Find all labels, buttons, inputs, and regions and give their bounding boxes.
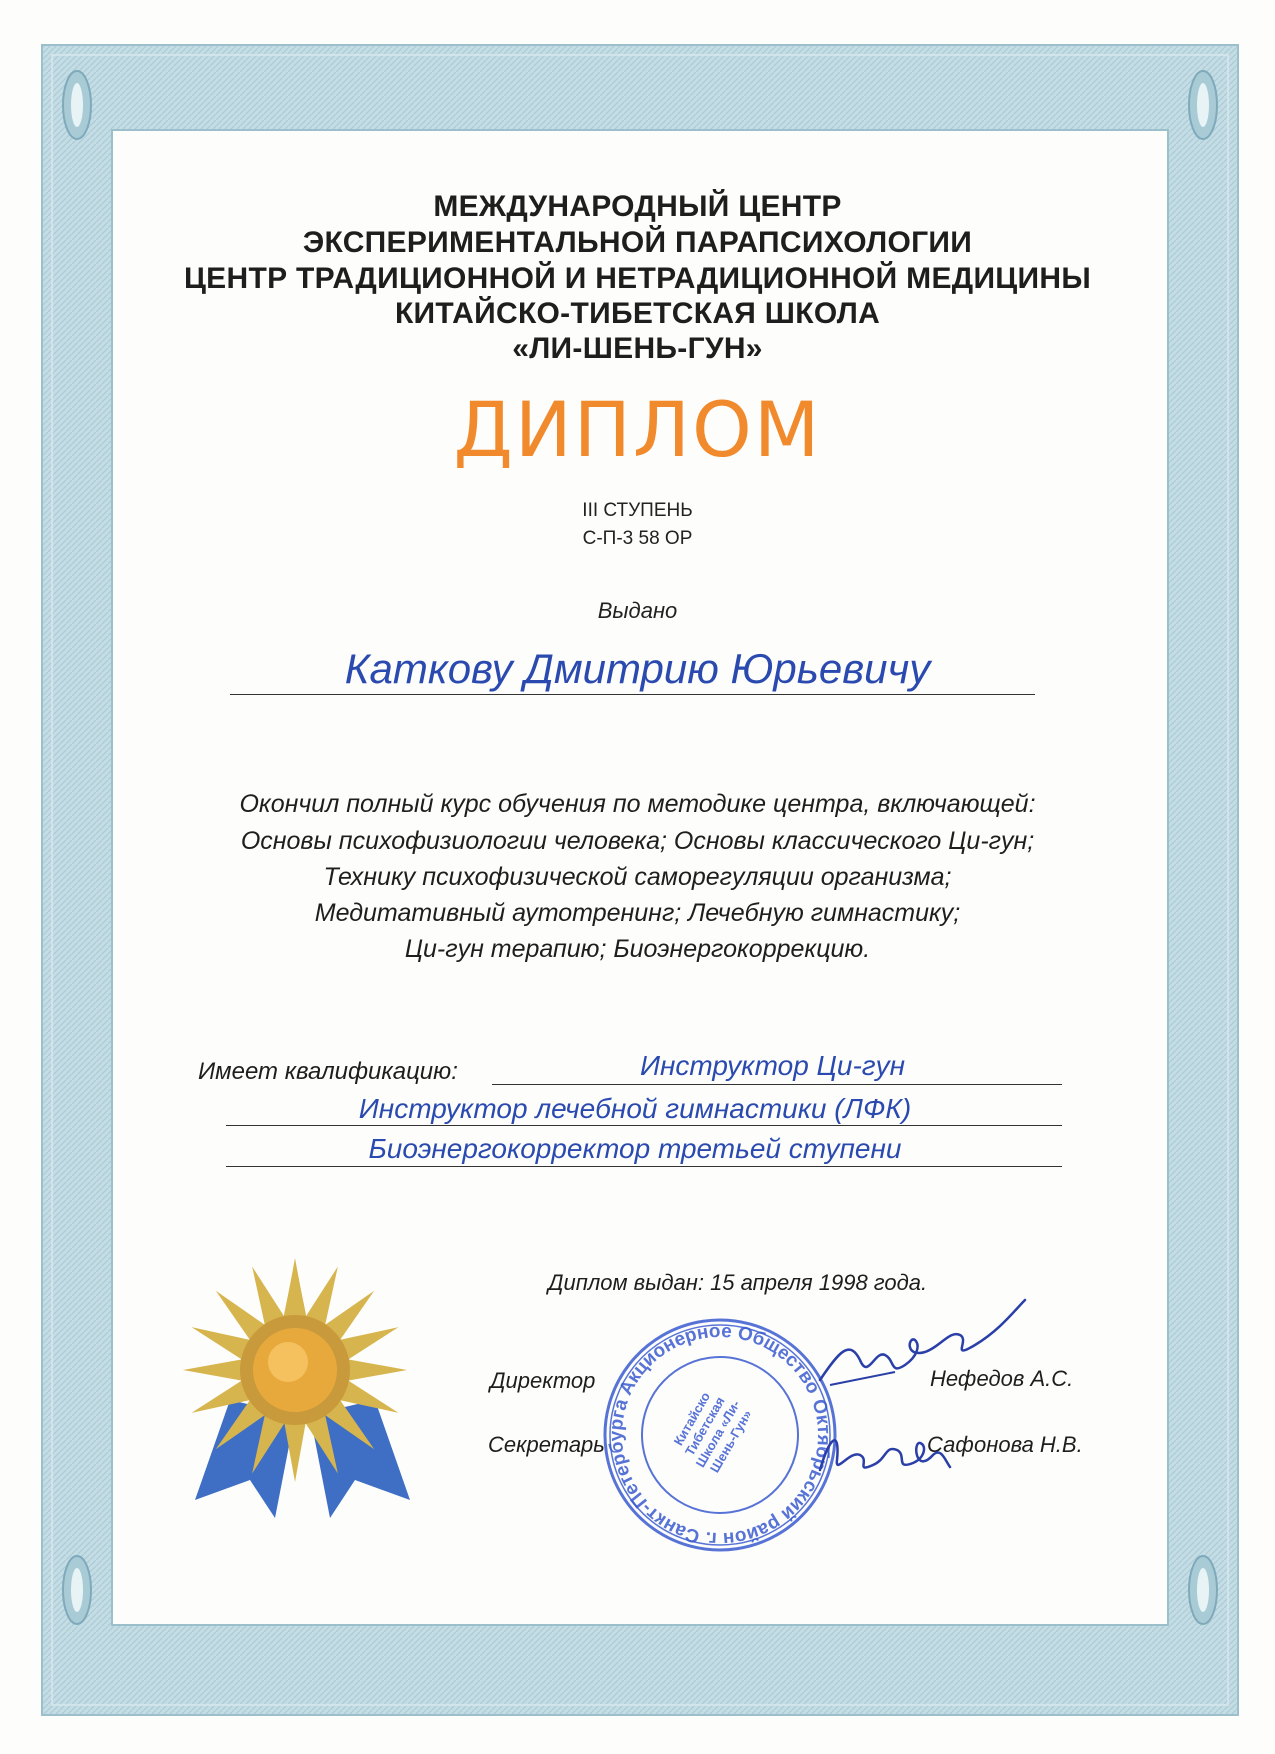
recipient-name: Каткову Дмитрию Юрьевичу bbox=[344, 645, 931, 692]
diploma-code: С-П-3 58 ОР bbox=[582, 528, 693, 549]
qualification-1: Инструктор Ци-гун bbox=[639, 1050, 906, 1081]
issued-label: Выдано bbox=[597, 598, 678, 623]
course-line-5: Ци-гун терапию; Биоэнергокоррекцию. bbox=[404, 935, 871, 963]
header-line-3: ЦЕНТР ТРАДИЦИОННОЙ И НЕТРАДИЦИОННОЙ МЕДИЦИНЫ bbox=[183, 262, 1092, 295]
secretary-name: Сафонова Н.В. bbox=[927, 1432, 1083, 1457]
secretary-signature bbox=[815, 1415, 955, 1495]
qualification-underline-3 bbox=[226, 1166, 1062, 1167]
course-line-3: Технику психофизической саморегуляции организма; bbox=[323, 863, 952, 891]
issue-date: Диплом выдан: 15 апреля 1998 года. bbox=[548, 1270, 928, 1295]
course-line-1: Окончил полный курс обучения по методике центра, включающей: bbox=[239, 790, 1036, 818]
header-line-5: «ЛИ-ШЕНЬ-ГУН» bbox=[512, 332, 763, 365]
director-name: Нефедов А.С. bbox=[930, 1366, 1074, 1391]
header-line-1: МЕЖДУНАРОДНЫЙ ЦЕНТР bbox=[433, 190, 842, 223]
qualification-label: Имеет квалификацию: bbox=[198, 1058, 458, 1085]
stamp-ring-text: Октябрьский район г. Санкт-Петербурга Акционерное Общество bbox=[605, 1320, 835, 1550]
seal-rosette-icon bbox=[170, 1250, 420, 1520]
recipient-underline bbox=[230, 694, 1035, 695]
course-line-4: Медитативный аутотренинг; Лечебную гимнастику; bbox=[314, 899, 961, 927]
qualification-2: Инструктор лечебной гимнастики (ЛФК) bbox=[358, 1093, 912, 1124]
diploma-title: ДИПЛОМ bbox=[453, 385, 822, 474]
qualification-underline-2 bbox=[226, 1125, 1062, 1126]
level: III СТУПЕНЬ bbox=[582, 500, 693, 521]
stamp-center-text: Китайско Тибетская Школа «Ли-Шень-Гун» bbox=[670, 1389, 755, 1476]
header-line-4: КИТАЙСКО-ТИБЕТСКАЯ ШКОЛА bbox=[394, 297, 881, 330]
header-line-2: ЭКСПЕРИМЕНТАЛЬНОЙ ПАРАПСИХОЛОГИИ bbox=[302, 226, 973, 259]
course-line-2: Основы психофизиологии человека; Основы классического Ци-гун; bbox=[240, 827, 1035, 855]
qualification-underline-1 bbox=[492, 1084, 1062, 1085]
qualification-3: Биоэнергокорректор третьей ступени bbox=[368, 1133, 902, 1164]
director-label: Директор bbox=[490, 1368, 596, 1393]
secretary-label: Секретарь bbox=[488, 1432, 605, 1457]
